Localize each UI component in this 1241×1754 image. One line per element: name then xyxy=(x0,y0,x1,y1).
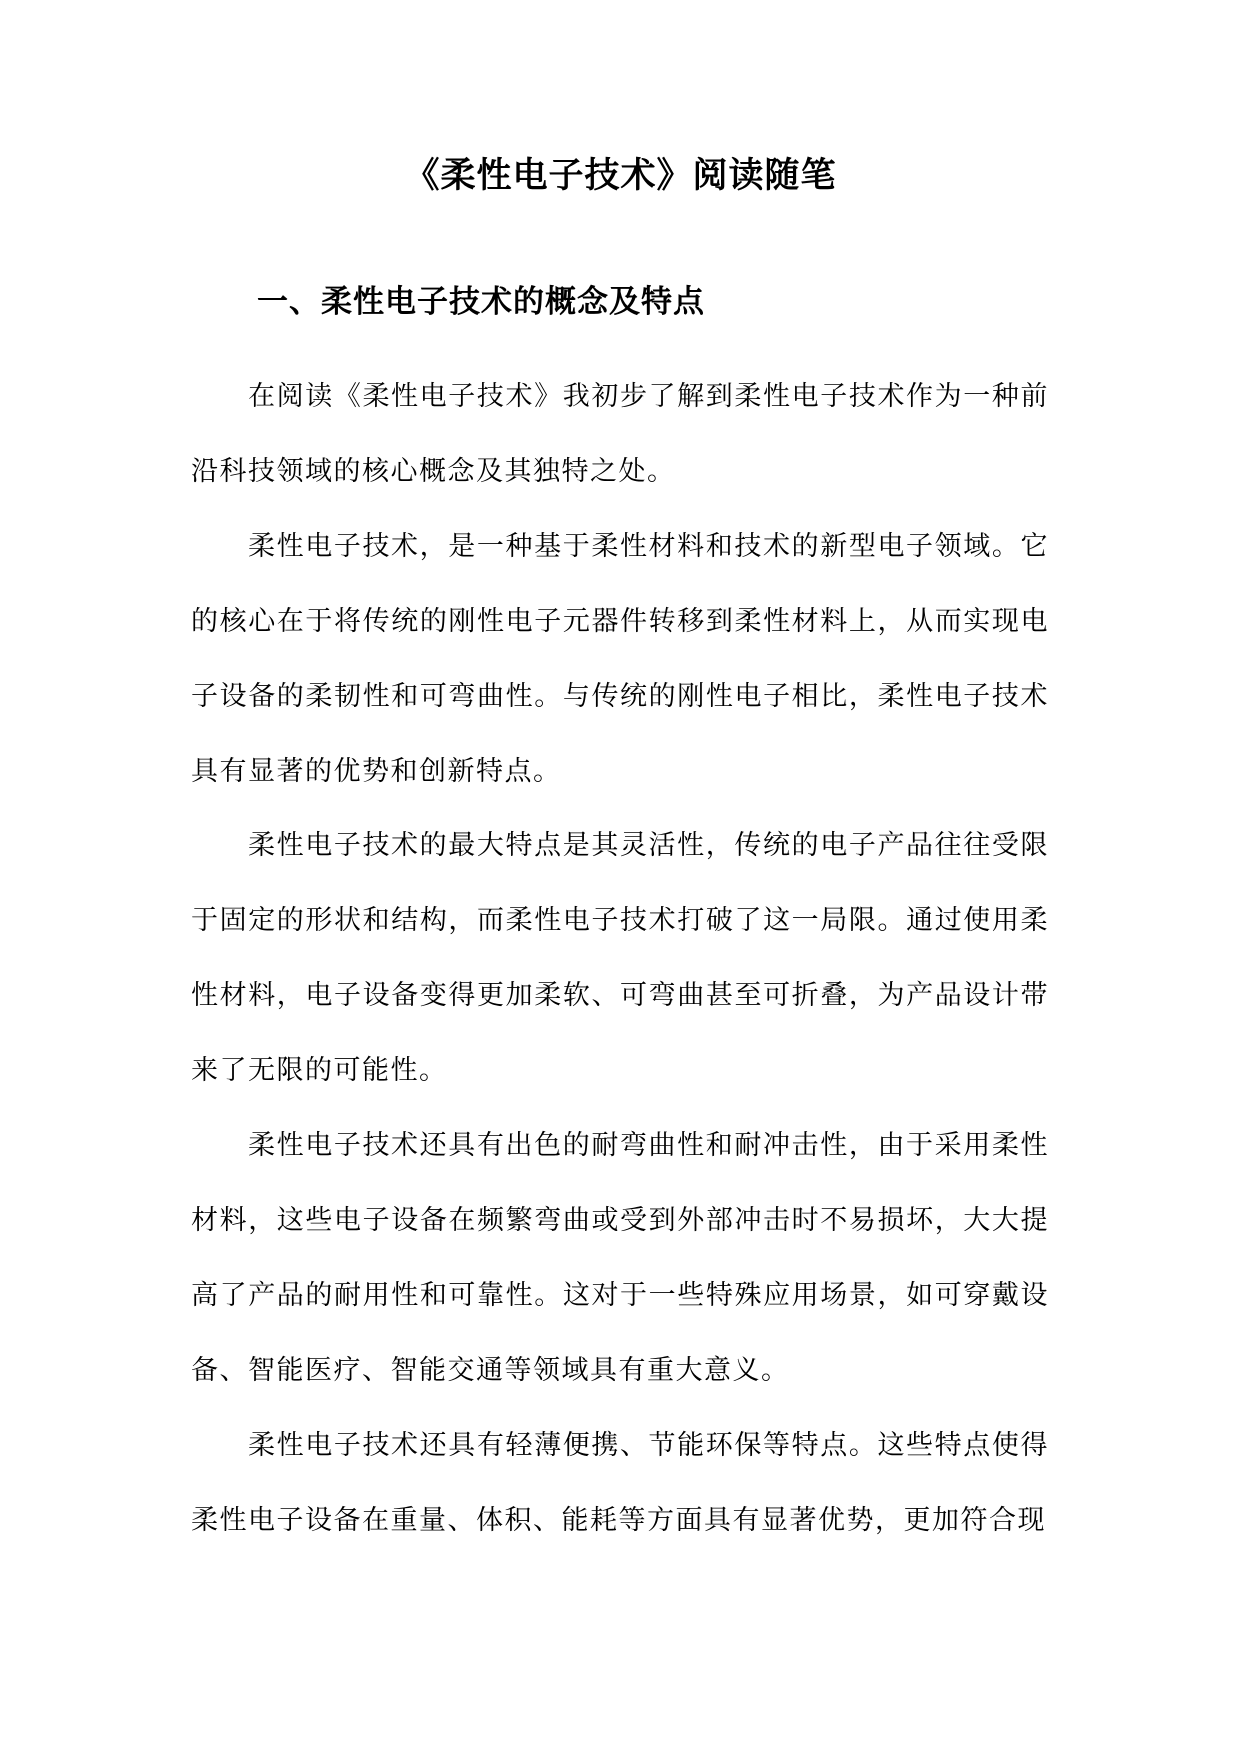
paragraph: 柔性电子技术还具有出色的耐弯曲性和耐冲击性，由于采用柔性材料，这些电子设备在频繁弯曲或受到外部冲击时不易损坏，大大提高了产品的耐用性和可靠性。这对于一些特殊应用场景，如可穿戴设备、智能医疗、智能交通等领域具有重大意义。 xyxy=(191,1130,1049,1386)
section-heading: 一、柔性电子技术的概念及特点 xyxy=(257,284,705,320)
paragraph: 在阅读《柔性电子技术》我初步了解到柔性电子技术作为一种前沿科技领域的核心概念及其独特之处。 xyxy=(191,381,1049,487)
paragraph: 柔性电子技术还具有轻薄便携、节能环保等特点。这些特点使得柔性电子设备在重量、体积、能耗等方面具有显著优势，更加符合现 xyxy=(191,1429,1049,1536)
paragraph: 柔性电子技术的最大特点是其灵活性，传统的电子产品往往受限于固定的形状和结构，而柔性电子技术打破了这一局限。通过使用柔性材料，电子设备变得更加柔软、可弯曲甚至可折叠，为产品设计带来了无限的可能性。 xyxy=(191,830,1049,1087)
paragraph: 柔性电子技术，是一种基于柔性材料和技术的新型电子领域。它的核心在于将传统的刚性电子元器件转移到柔性材料上，从而实现电子设备的柔韧性和可弯曲性。与传统的刚性电子相比，柔性电子技术具有显著的优势和创新特点。 xyxy=(191,530,1049,787)
document-title: 《柔性电子技术》阅读随笔 xyxy=(404,155,837,196)
body-text xyxy=(191,360,1049,1559)
